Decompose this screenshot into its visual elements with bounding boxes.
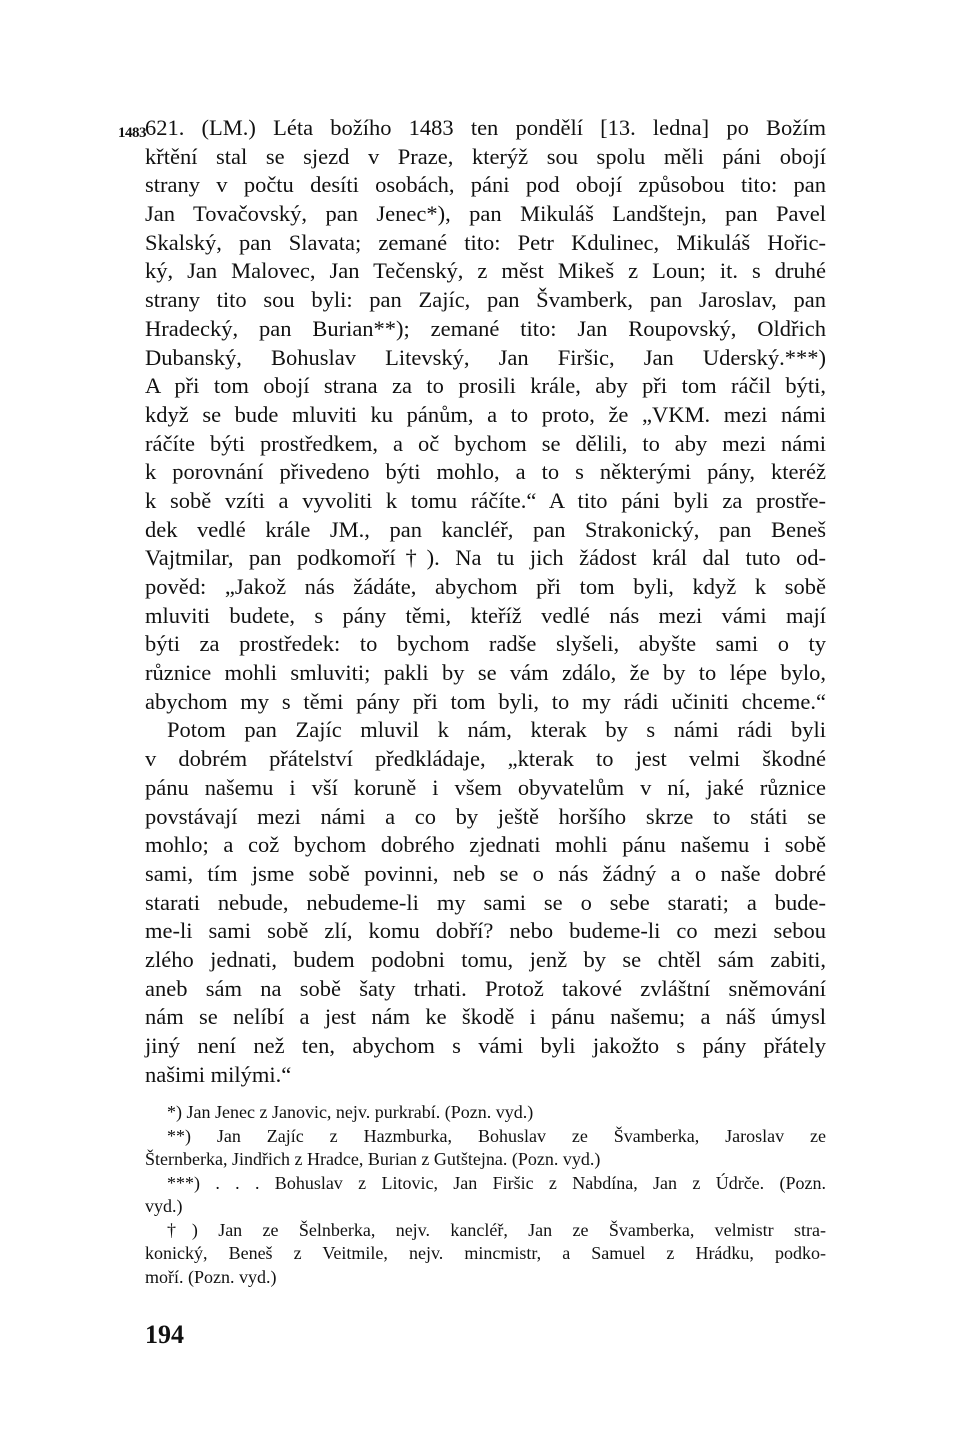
text-line: A při tom obojí strana za to prosili krále, aby při tom ráčil býti, [145, 373, 826, 399]
footnote-line: †) Jan ze Šelnberka, nejv. kancléř, Jan ze Švamberka, velmistr stra- [167, 1219, 826, 1240]
text-line: býti za prostředek: to bychom radše slyšeli, abyšte sami o ty [145, 631, 826, 657]
text-line: povstávají mezi námi a co by ještě horšího skrze to státi se [145, 803, 826, 829]
text-line: pánu našemu i vší koruně i všem obyvatelům v ní, jaké různice [145, 774, 826, 800]
footnote-line: ***) . . . Bohuslav z Litovic, Jan Firšic z Nabdína, Jan z Údrče. (Pozn. [167, 1172, 826, 1193]
text-line: mohlo; a což bychom dobrého zjednati mohli pánu našemu i sobě [145, 832, 826, 858]
text-line: strany v počtu desíti osobách, páni pod obojí způsobou tito: pan [145, 172, 826, 198]
footnote-line: moří. (Pozn. vyd.) [145, 1266, 277, 1287]
footnote-line: Šternberka, Jindřich z Hradce, Burian z Gutštejna. (Pozn. vyd.) [145, 1149, 601, 1169]
text-line: mluviti budete, s pány těmi, kteříž vedlé nás mezi vámi mají [145, 602, 826, 628]
text-line: ký, Jan Malovec, Jan Tečenský, z měst Mikeš z Loun; it. s druhé [145, 258, 826, 284]
text-line: v dobrém přátelství předkládaje, „kterak to jest velmi škodné [145, 746, 826, 772]
text-line: starati nebude, nebudeme-li my sami se o sebe starati; a bude- [145, 889, 826, 915]
text-line: našimi milými.“ [145, 1061, 292, 1087]
text-line: strany tito sou byli: pan Zajíc, pan Švamberk, pan Jaroslav, pan [145, 287, 826, 313]
text-line: Vajtmilar, pan podkomoří†). Na tu jich žádost král dal tuto od- [145, 545, 826, 571]
text-line: sami, tím jsme sobě povinni, neb se o nás žádný a o naše dobré [145, 860, 826, 886]
text-line: křtění stal se sjezd v Praze, kterýž sou spolu měli páni obojí [145, 143, 826, 169]
text-line: různice mohli smluviti; pakli by se vám zdálo, že by to lépe bylo, [145, 660, 826, 686]
text-line: Hradecký, pan Burian**); zemané tito: Jan Roupovský, Oldřich [145, 315, 826, 341]
text-line: zlého jednati, budem podobni tomu, jenž by se chtěl sám zabiti, [145, 946, 826, 972]
text-line: aneb sám na sobě šaty trhati. Protož takové zvláštní sněmování [145, 975, 826, 1001]
text-line: jiný není než ten, abychom s vámi byli jakožto s pány přátely [145, 1033, 826, 1058]
text-line: dek vedlé krále JM., pan kancléř, pan Strakonický, pan Beneš [145, 516, 826, 542]
footnote-line: *) Jan Jenec z Janovic, nejv. purkrabí. (Pozn. vyd.) [167, 1102, 534, 1122]
text-line: Skalský, pan Slavata; zemané tito: Petr Kdulinec, Mikuláš Hořic- [145, 229, 826, 255]
text-line: když se bude mluviti ku pánům, a to proto, že „VKM. mezi námi [145, 401, 826, 427]
footnote-line: vyd.) [145, 1196, 183, 1216]
text-line: Jan Tovačovský, pan Jenec*), pan Mikuláš Landštejn, pan Pavel [145, 201, 826, 227]
page-number: 194 [145, 1320, 184, 1349]
text-line: 621. (LM.) Léta božího 1483 ten pondělí [13. ledna] po Božím [145, 115, 826, 140]
text-line: nám se nelíbí a jest nám ke škodě i pánu našemu; a náš úmysl [145, 1004, 826, 1030]
main-text [145, 114, 826, 1089]
footnotes [145, 1101, 826, 1289]
text-line: k sobě vzíti a vyvoliti k tomu ráčíte.“ A tito páni byli za prostře- [145, 487, 826, 513]
footnote-line: **) Jan Zajíc z Hazmburka, Bohuslav ze Švamberka, Jaroslav ze [167, 1125, 826, 1146]
text-line: ráčíte býti prostředkem, a oč bychom se dělili, to aby mezi námi [145, 430, 826, 456]
text-line: k porovnání přivedeno býti mohlo, a to s některými pány, kteréž [145, 459, 826, 485]
text-line: Potom pan Zajíc mluvil k nám, kterak by s námi rádi byli [167, 717, 826, 743]
footnote-line: konický, Beneš z Veitmile, nejv. mincmistr, a Samuel z Hrádku, podko- [145, 1243, 826, 1263]
margin-year: 1483 [118, 125, 146, 141]
text-line: abychom my s těmi pány při tom byli, to my rádi učiniti chceme.“ [145, 688, 826, 714]
text-line: pověd: „Jakož nás žádáte, abychom při tom byli, když k sobě [145, 574, 826, 599]
text-line: me-li sami sobě zlí, komu dobří? nebo budeme-li co mezi sebou [145, 918, 826, 944]
text-line: Dubanský, Bohuslav Litevský, Jan Firšic, Jan Uderský.***) [145, 344, 826, 370]
